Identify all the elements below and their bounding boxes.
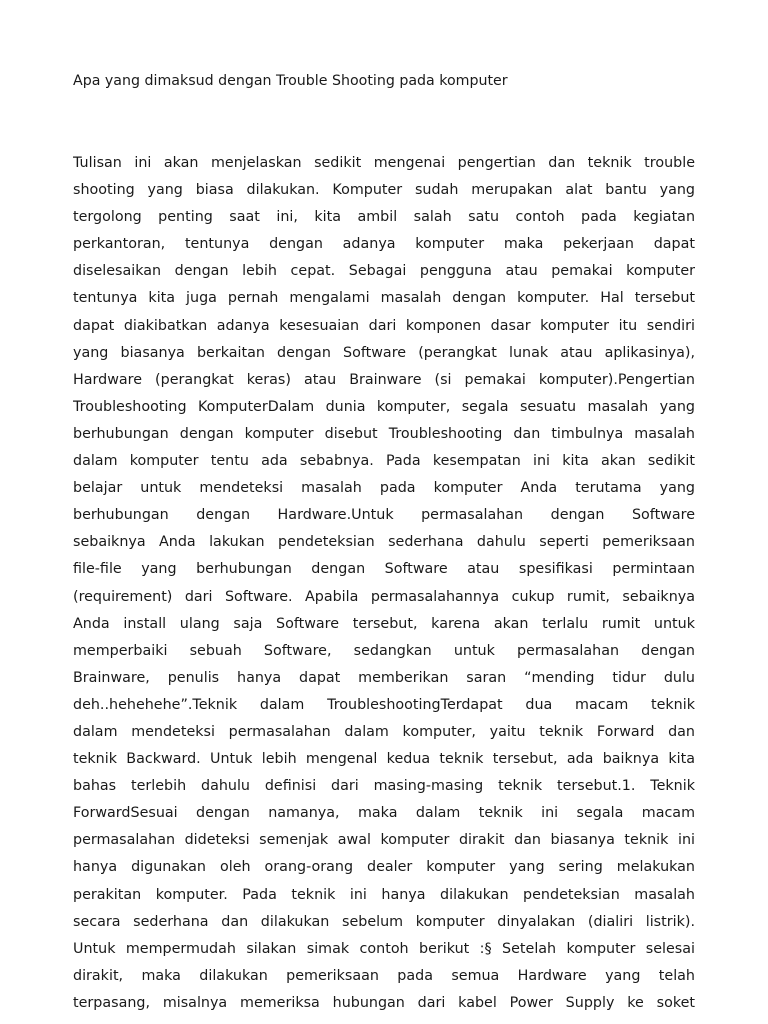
body-line: ForwardSesuai dengan namanya, maka dalam teknik ini segala macam (73, 805, 695, 822)
body-line: sebaiknya Anda lakukan pendeteksian sederhana dahulu seperti pemeriksaan (73, 534, 695, 551)
body-line: terpasang, misalnya memeriksa hubungan dari kabel Power Supply ke soket (73, 994, 695, 1011)
body-line: Anda install ulang saja Software tersebut, karena akan terlalu rumit untuk (73, 615, 695, 632)
body-line: berhubungan dengan Hardware.Untuk permasalahan dengan Software (73, 507, 695, 524)
body-line: Tulisan ini akan menjelaskan sedikit mengenai pengertian dan teknik trouble (73, 155, 695, 171)
body-line: dapat diakibatkan adanya kesesuaian dari komponen dasar komputer itu sendiri (73, 317, 695, 334)
body-line: tentunya kita juga pernah mengalami masalah dengan komputer. Hal tersebut (73, 290, 695, 307)
body-line: dalam komputer tentu ada sebabnya. Pada kesempatan ini kita akan sedikit (73, 453, 695, 470)
body-line: (requirement) dari Software. Apabila permasalahannya cukup rumit, sebaiknya (73, 588, 695, 605)
body-line: shooting yang biasa dilakukan. Komputer sudah merupakan alat bantu yang (73, 182, 695, 199)
body-line: Brainware, penulis hanya dapat memberikan saran “mending tidur dulu (73, 669, 695, 686)
body-line: permasalahan dideteksi semenjak awal komputer dirakit dan biasanya teknik ini (73, 832, 695, 849)
body-line: bahas terlebih dahulu definisi dari masing-masing teknik tersebut.1. Teknik (73, 778, 695, 795)
body-line: Untuk mempermudah silakan simak contoh berikut :§ Setelah komputer selesai (73, 940, 695, 957)
body-line: perakitan komputer. Pada teknik ini hanya dilakukan pendeteksian masalah (73, 886, 695, 903)
body-line: teknik Backward. Untuk lebih mengenal kedua teknik tersebut, ada baiknya kita (73, 751, 695, 768)
body-line: dirakit, maka dilakukan pemeriksaan pada semua Hardware yang telah (73, 967, 695, 984)
body-line: berhubungan dengan komputer disebut Troubleshooting dan timbulnya masalah (73, 425, 695, 442)
body-line: Troubleshooting KomputerDalam dunia komputer, segala sesuatu masalah yang (73, 398, 695, 415)
body-line: perkantoran, tentunya dengan adanya komputer maka pekerjaan dapat (73, 236, 695, 253)
body-line: diselesaikan dengan lebih cepat. Sebagai pengguna atau pemakai komputer (73, 263, 695, 280)
body-line: hanya digunakan oleh orang-orang dealer komputer yang sering melakukan (73, 859, 695, 876)
body-line: tergolong penting saat ini, kita ambil salah satu contoh pada kegiatan (73, 209, 695, 226)
body-line: file-file yang berhubungan dengan Software atau spesifikasi permintaan (73, 561, 695, 578)
document-title: Apa yang dimaksud dengan Trouble Shooting pada komputer (73, 73, 508, 89)
body-line: belajar untuk mendeteksi masalah pada komputer Anda terutama yang (73, 480, 695, 497)
body-line: yang biasanya berkaitan dengan Software (perangkat lunak atau aplikasinya), (73, 344, 695, 361)
document-body (73, 150, 695, 1017)
body-line: secara sederhana dan dilakukan sebelum komputer dinyalakan (dialiri listrik). (73, 913, 695, 930)
body-line: dalam mendeteksi permasalahan dalam komputer, yaitu teknik Forward dan (73, 723, 695, 740)
body-line: Hardware (perangkat keras) atau Brainware (si pemakai komputer).Pengertian (73, 371, 695, 388)
body-line: deh..hehehehe”.Teknik dalam TroubleshootingTerdapat dua macam teknik (73, 696, 695, 713)
body-line: memperbaiki sebuah Software, sedangkan untuk permasalahan dengan (73, 642, 695, 659)
